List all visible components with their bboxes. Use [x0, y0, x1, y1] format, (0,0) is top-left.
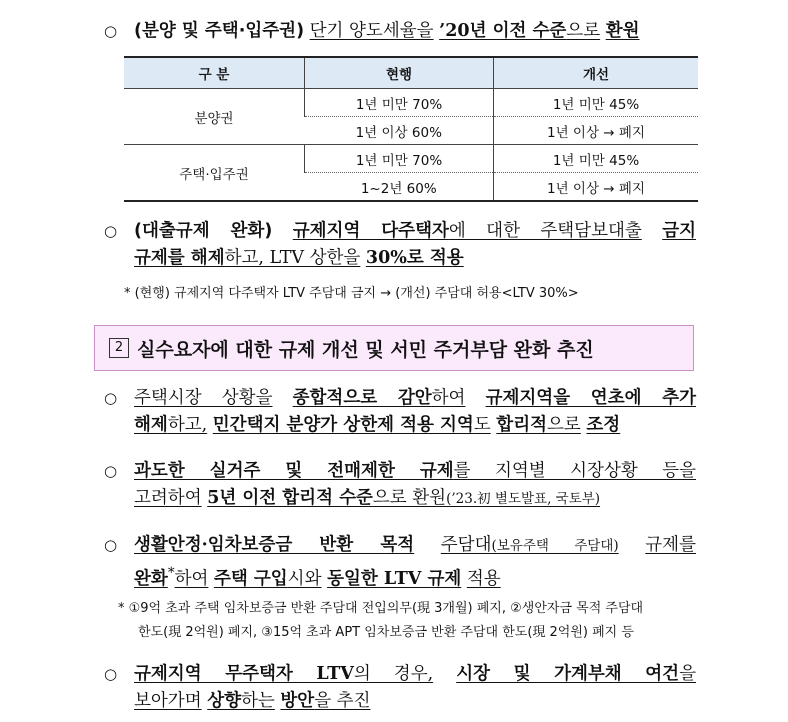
tax-rate-table	[124, 56, 698, 202]
footnote-ltv: * (현행) 규제지역 다주택자 LTV 주담대 금지 → (개선) 주담대 허용<LTV 30%>	[124, 286, 579, 301]
table-cell: 1년 미만 45%	[494, 145, 699, 173]
section-header	[94, 325, 694, 371]
section-number: 2	[109, 338, 129, 358]
footnote-mortgage-1: * ①9억 초과 주택 임차보증금 반환 주담대 전입의무(現 3개월) 폐지, ②생안자금 목적 주담대	[118, 601, 644, 616]
paragraph-loan-regulation: ○ (대출규제 완화) 규제지역 다주택자에 대한 주택담보대출 금지 규제를 해제하고, LTV 상한을 30%로 적용	[104, 218, 696, 272]
table-header-row	[124, 57, 698, 89]
bullet-icon: ○	[104, 22, 118, 40]
bullet-icon: ○	[104, 462, 118, 480]
footnote-mortgage-2: 한도(現 2억원) 폐지, ③15억 초과 APT 임차보증금 반환 주담대 한도(現 2억원) 폐지 등	[138, 625, 634, 640]
bullet-icon: ○	[104, 389, 118, 407]
header-category: 구 분	[124, 57, 305, 89]
paragraph-mortgage-purpose: ○ 생활안정·임차보증금 반환 목적 주담대(보유주택 주담대) 규제를 완화*하여 주택 구입시와 동일한 LTV 규제 적용	[104, 532, 696, 593]
table-cell: 1년 이상 60%	[305, 117, 494, 145]
table-cell: 1년 미만 70%	[305, 89, 494, 117]
bullet-icon: ○	[104, 222, 118, 240]
header-current: 현행	[305, 57, 494, 89]
paragraph-regulated-areas: ○ 주택시장 상황을 종합적으로 감안하여 규제지역을 연초에 추가 해제하고, 민간택지 분양가 상한제 적용 지역도 합리적으로 조정	[104, 385, 696, 439]
table-row	[124, 145, 698, 173]
table-cell: 1~2년 60%	[305, 173, 494, 202]
row-label: 분양권	[124, 89, 305, 145]
table-cell: 1년 미만 45%	[494, 89, 699, 117]
table-cell: 1년 이상 → 폐지	[494, 117, 699, 145]
header-improved: 개선	[494, 57, 699, 89]
paragraph-sale-rights: ○ (분양 및 주택·입주권) 단기 양도세율을 ’20년 이전 수준으로 환원	[104, 18, 696, 45]
table-cell: 1년 이상 → 폐지	[494, 173, 699, 202]
bullet-icon: ○	[104, 665, 118, 683]
paragraph-resale-restriction: ○ 과도한 실거주 및 전매제한 규제를 지역별 시장상황 등을 고려하여 5년 이전 합리적 수준으로 환원(’23.初 별도발표, 국토부)	[104, 458, 696, 513]
paragraph-homeless-ltv: ○ 규제지역 무주택자 LTV의 경우, 시장 및 가계부채 여건을 보아가며 상향하는 방안을 추진	[104, 661, 696, 715]
row-label: 주택·입주권	[124, 145, 305, 202]
paragraph-topic: (분양 및 주택·입주권)	[134, 21, 305, 41]
section-title: 실수요자에 대한 규제 개선 및 서민 주거부담 완화 추진	[137, 338, 594, 361]
paragraph-topic: (대출규제 완화)	[134, 221, 273, 241]
table-row	[124, 89, 698, 117]
bullet-icon: ○	[104, 536, 118, 554]
table-cell: 1년 미만 70%	[305, 145, 494, 173]
